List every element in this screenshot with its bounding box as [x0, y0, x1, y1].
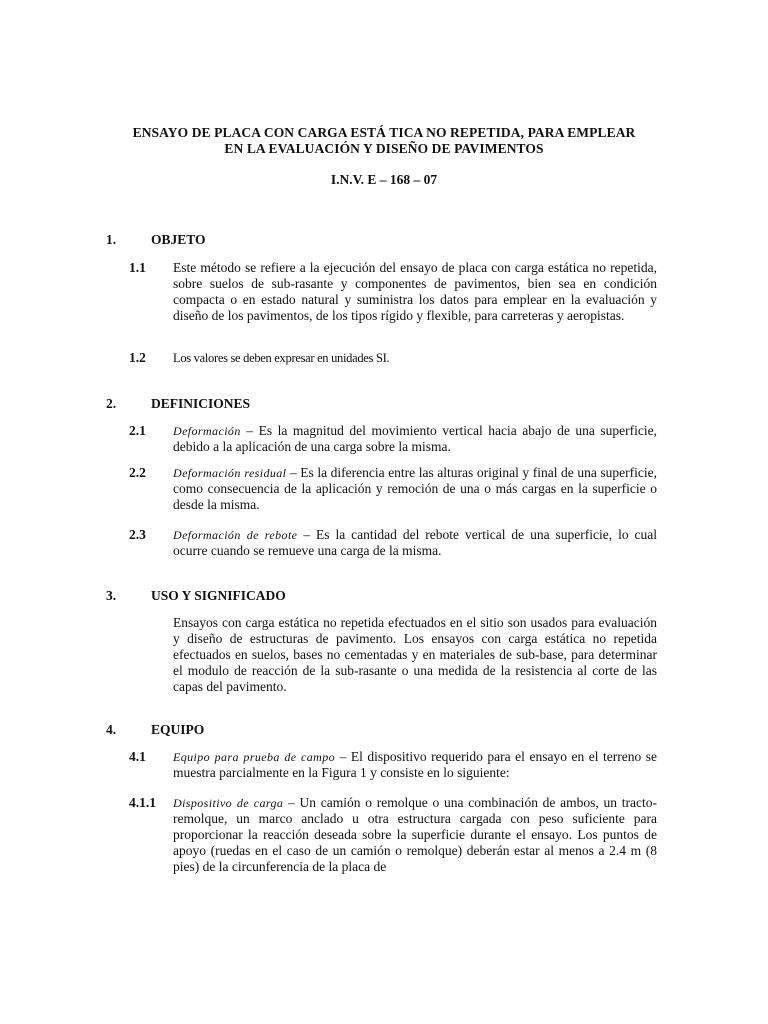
paragraph: Este método se refiere a la ejecución del ensayo de placa con carga estática no repetida, sobre suelos de sub-rasante y componentes de pavimentos, bien sea en condición compacta o en estado natural y suministra los datos para emplear en la evaluación y diseño de los pavimentos, de los tipos rígido y flexible, para carreteras y aeropistas. [173, 260, 657, 323]
paragraph-text: – Es la diferencia entre las alturas original y final de una superficie, como consecuencia de la aplicación y remoción de una o más cargas en la superficie o desde la misma. [173, 465, 657, 512]
paragraph: Los valores se deben expresar en unidades SI. [173, 351, 390, 365]
defined-term: Dispositivo de carga [173, 796, 284, 810]
paragraph-text: – Un camión o remolque o una combinación de ambos, un tracto-remolque, un marco anclado u otra estructura cargada con peso suficiente para proporcionar la reacción deseada sobre la superficie durante el ensayo. Los puntos de apoyo (ruedas en el caso de un camión o remolque) deberán estar al menos a 2.4 m (8 pies) de la circunferencia de la placa de [173, 795, 658, 874]
paragraph [173, 749, 657, 781]
defined-term: Deformación de rebote [173, 528, 298, 542]
subsection-number: 1.2 [129, 350, 146, 365]
defined-term: Deformación residual [173, 466, 287, 480]
section-number: 2. [106, 396, 117, 411]
paragraph [173, 465, 657, 513]
subsection-number: 4.1 [129, 749, 146, 764]
section-title: OBJETO [151, 232, 206, 247]
section-number: 3. [106, 588, 117, 603]
section-number: 4. [106, 722, 117, 737]
document-title [100, 125, 668, 157]
subsection-number: 2.3 [129, 527, 146, 542]
section-number: 1. [106, 232, 117, 247]
defined-term: Equipo para prueba de campo [173, 750, 336, 764]
paragraph [173, 527, 657, 559]
defined-term: Deformación [173, 424, 241, 438]
subsection-number: 2.1 [129, 423, 146, 438]
paragraph: Ensayos con carga estática no repetida efectuados en el sitio son usados para evaluación y diseño de estructuras de pavimento. Los ensayos con carga estática no repetida efectuados en suelos, bases no cementadas y en materiales de sub-base, para determinar el modulo de reacción de la sub-rasante o una medida de la resistencia al corte de las capas del pavimento. [173, 615, 657, 694]
section-title: DEFINICIONES [151, 396, 251, 411]
title-line-1: ENSAYO DE PLACA CON CARGA ESTÁ TICA NO REPETIDA, PARA EMPLEAR [132, 125, 636, 140]
subsection-number: 2.2 [129, 465, 146, 480]
paragraph-text: – El dispositivo requerido para el ensayo en el terreno se muestra parcialmente en la Figura 1 y consiste en lo siguiente: [173, 749, 657, 780]
paragraph-text: – Es la magnitud del movimiento vertical hacia abajo de una superficie, debido a la aplicación de una carga sobre la misma. [173, 423, 657, 454]
section-title: EQUIPO [151, 722, 205, 737]
subsection-number: 1.1 [129, 260, 146, 275]
section-title: USO Y SIGNIFICADO [151, 588, 286, 603]
paragraph [173, 423, 657, 455]
paragraph-text: – Es la cantidad del rebote vertical de una superficie, lo cual ocurre cuando se remueve una carga de la misma. [173, 527, 657, 558]
title-line-2: EN LA EVALUACIÓN Y DISEÑO DE PAVIMENTOS [224, 141, 544, 156]
subsection-number: 4.1.1 [129, 795, 156, 810]
document-code: I.N.V. E – 168 – 07 [330, 172, 438, 187]
paragraph [173, 795, 657, 875]
